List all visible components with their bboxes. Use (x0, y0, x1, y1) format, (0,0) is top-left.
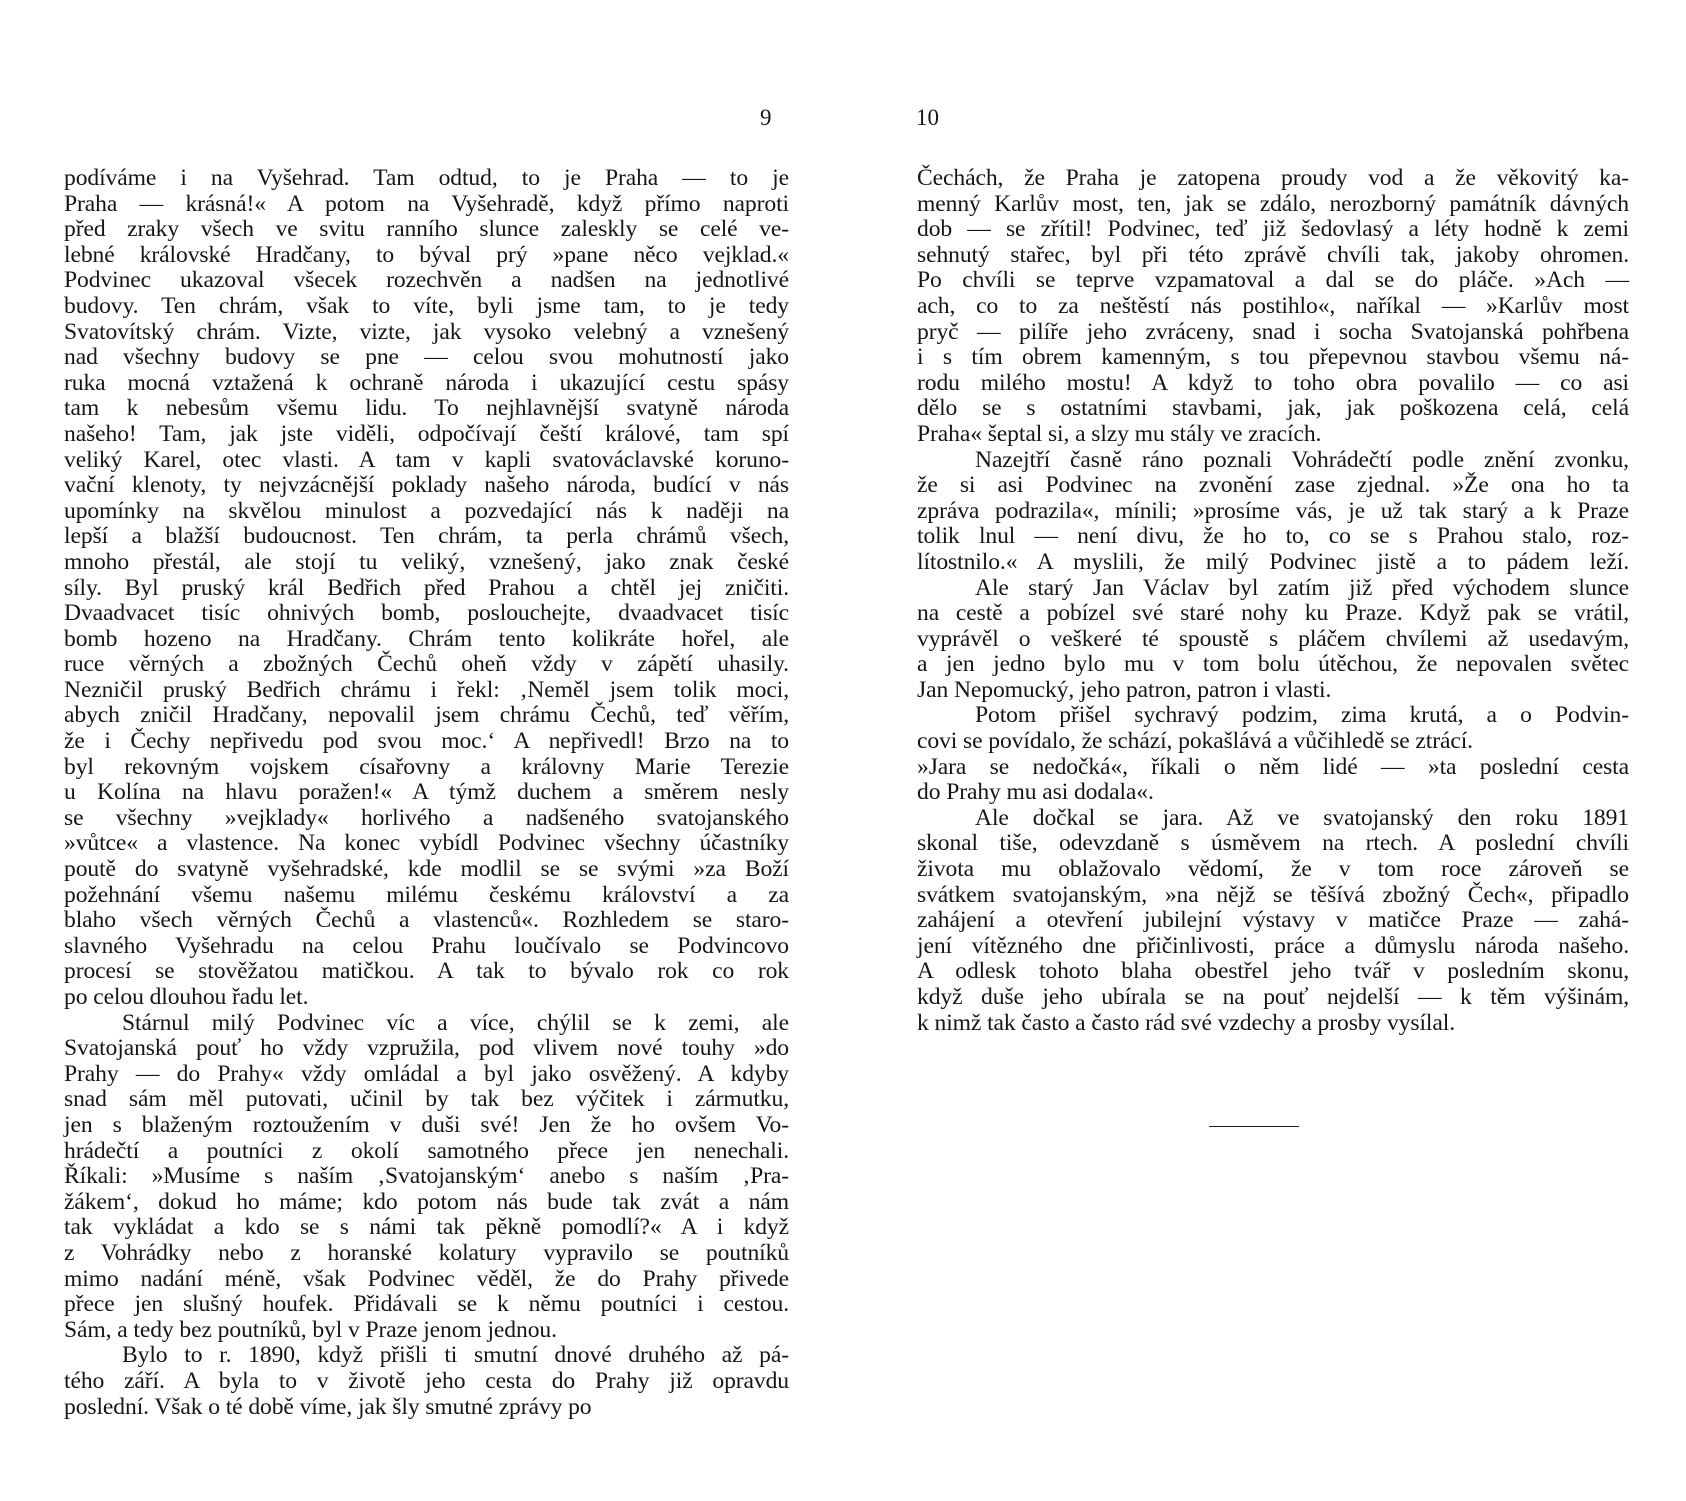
text-line: pryč — pilíře jeho zvráceny, snad i socha Svatojanská pohřbena (917, 318, 1629, 345)
text-line: Čechách, že Praha je zatopena proudy vod a že věkovitý ka- (917, 165, 1629, 191)
text-line: sehnutý stařec, byl při této zprávě chvíli tak, jakoby ohromen. (917, 241, 1629, 268)
text-line: mimo nadání méně, však Podvinec věděl, že do Prahy přivede (64, 1265, 789, 1292)
end-divider-rule (1209, 1126, 1299, 1127)
text-line: nad všechny budovy se pne — celou svou mohutností jako (64, 344, 789, 371)
text-line: veliký Karel, otec vlasti. A tam v kapli svatováclavské koruno- (64, 446, 789, 473)
text-line: »Jara se nedočká«, říkali o něm lidé — »ta poslední cesta (917, 753, 1629, 780)
text-line: Podvinec ukazoval všecek rozechvěn a nadšen na jednotlivé (64, 267, 789, 294)
text-column-right (917, 166, 1629, 1036)
text-line: a jen jedno bylo mu v tom bolu útěchou, že nepovalen světec (917, 651, 1629, 678)
text-line: menný Karlův most, ten, jak se zdálo, nerozborný památník dávných (917, 190, 1629, 217)
text-line: covi se povídalo, že schází, pokašlává a vůčihledě se ztrácí. (917, 728, 1473, 755)
text-line: procesí se stověžatou matičkou. A tak to bývalo rok co rok (64, 958, 789, 985)
text-line: k nimž tak často a často rád své vzdechy a prosby vysílal. (917, 1009, 1455, 1036)
text-line: A odlesk tohoto blaha obestřel jeho tvář v posledním skonu, (917, 958, 1629, 985)
text-line: tého září. A byla to v životě jeho cesta do Prahy již opravdu (64, 1367, 789, 1394)
text-line: abych zničil Hradčany, nepovalil jsem chrámu Čechů, teď věřím, (64, 702, 789, 729)
text-line: Dvaadvacet tisíc ohnivých bomb, poslouchejte, dvaadvacet tisíc (64, 600, 789, 627)
text-line: blaho všech věrných Čechů a vlastenců«. Rozhledem se staro- (64, 907, 789, 934)
text-line: Nazejtří časně ráno poznali Vohrádečtí podle znění zvonku, (975, 446, 1629, 473)
text-line: po celou dlouhou řadu let. (64, 984, 309, 1010)
text-line: požehnání všemu našemu milému českému království a za (64, 881, 789, 908)
text-line: Svatovítský chrám. Vizte, vizte, jak vysoko velebný a vznešený (64, 318, 789, 345)
text-line: tam k nebesům všemu lidu. To nejhlavnější svatyně národa (64, 395, 789, 422)
text-line: ruka mocná vztažená k ochraně národa i ukazující cestu spásy (64, 369, 789, 396)
text-line: lepší a blažší budoucnost. Ten chrám, ta perla chrámů všech, (64, 523, 789, 550)
text-line: našeho! Tam, jak jste viděli, odpočívají čeští králové, tam spí (64, 420, 789, 447)
text-line: Potom přišel sychravý podzim, zima krutá, a o Podvin- (975, 702, 1629, 729)
text-line: Jan Nepomucký, jeho patron, patron i vlasti. (917, 676, 1332, 703)
text-line: svátkem svatojanským, »na nějž se těšívá zbožný Čech«, připadlo (917, 881, 1629, 908)
text-line: podíváme i na Vyšehrad. Tam odtud, to je Praha — to je (64, 165, 789, 191)
text-line: ach, co to za neštěstí nás postihlo«, naříkal — »Karlův most (917, 292, 1629, 319)
text-line: Prahy — do Prahy« vždy omládal a byl jako osvěžený. A kdyby (64, 1060, 789, 1087)
text-line: se všechny »vejklady« horlivého a nadšeného svatojanského (64, 804, 789, 831)
text-line: dělo se s ostatními stavbami, jak, jak poškozena celá, celá (917, 395, 1629, 422)
text-line: lítostnilo.« A myslili, že milý Podvinec jistě a to pádem leží. (917, 548, 1629, 575)
page-number-left: 9 (760, 105, 772, 130)
text-line: ruce věrných a zbožných Čechů oheň vždy v zápětí uhasily. (64, 651, 789, 678)
text-line: života mu oblažovalo vědomí, že v tom roce zároveň se (917, 856, 1629, 883)
text-line: rodu milého mostu! A když to toho obra povalilo — co asi (917, 369, 1629, 396)
text-line: zahájení a otevření jubilejní výstavy v matičce Praze — zahá- (917, 907, 1629, 934)
text-line: Bylo to r. 1890, když přišli ti smutní dnové druhého až pá- (122, 1342, 789, 1369)
text-line: Svatojanská pouť ho vždy vzpružila, pod vlivem nové touhy »do (64, 1035, 789, 1062)
text-line: Ale starý Jan Václav byl zatím již před východem slunce (975, 574, 1629, 601)
text-line: před zraky všech ve svitu ranního slunce zaleskly se celé ve- (64, 216, 789, 243)
text-line: přece jen slušný houfek. Přidávali se k němu poutníci i cestou. (64, 1291, 789, 1318)
page-number-right: 10 (916, 105, 939, 130)
text-line: u Kolína na hlavu poražen!« A týmž duchem a směrem nesly (64, 779, 789, 806)
text-line: hrádečtí a poutníci z okolí samotného přece jen nenechali. (64, 1137, 789, 1164)
text-line: že i Čechy nepřivedu pod svou moc.‘ A nepřivedl! Brzo na to (64, 728, 789, 755)
text-line: tak vykládat a kdo se s námi tak pěkně pomodlí?« A i když (64, 1214, 789, 1241)
text-line: snad sám měl putovati, učinil by tak bez výčitek i zármutku, (64, 1086, 789, 1113)
text-line: lebné královské Hradčany, to býval prý »pane něco vejklad.« (64, 241, 789, 268)
text-line: dob — se zřítil! Podvinec, teď již šedovlasý a léty hodně k zemi (917, 216, 1629, 243)
text-line: Praha« šeptal si, a slzy mu stály ve zracích. (917, 420, 1322, 447)
text-line: Nezničil pruský Bedřich chrámu i řekl: ‚Neměl jsem tolik moci, (64, 676, 789, 703)
text-line: Sám, a tedy bez poutníků, byl v Praze jenom jednou. (64, 1316, 557, 1343)
text-line: vyprávěl o veškeré té spoustě s pláčem chvílemi až usedavým, (917, 625, 1629, 652)
text-line: »vůtce« a vlastence. Na konec vybídl Podvinec všechny účastníky (64, 830, 789, 857)
text-line: Ale dočkal se jara. Až ve svatojanský den roku 1891 (975, 804, 1629, 831)
text-line: byl rekovným vojskem císařovny a královny Marie Terezie (64, 753, 789, 780)
text-line: síly. Byl pruský král Bedřich před Prahou a chtěl jej zničiti. (64, 574, 789, 601)
text-line: poslední. Však o té době víme, jak šly smutné zprávy po (64, 1393, 592, 1420)
text-line: jení vítězného dne přičinlivosti, práce a důmyslu národa našeho. (917, 932, 1629, 959)
text-line: do Prahy mu asi dodala«. (917, 779, 1154, 806)
text-line: Po chvíli se teprve vzpamatoval a dal se do pláče. »Ach — (917, 267, 1629, 294)
text-line: na cestě a pobízel své staré nohy ku Praze. Když pak se vrátil, (917, 600, 1629, 627)
text-line: Říkali: »Musíme s naším ‚Svatojanským‘ anebo s naším ‚Pra- (64, 1163, 789, 1190)
text-line: slavného Vyšehradu na celou Prahu loučívalo se Podvincovo (64, 932, 789, 959)
text-line: i s tím obrem kamenným, s tou přepevnou stavbou všemu ná- (917, 344, 1629, 371)
text-line: mnoho přestál, ale stojí tu veliký, vznešený, jako znak české (64, 548, 789, 575)
text-line: upomínky na skvělou minulost a pozvedající nás k naději na (64, 497, 789, 524)
text-line: Stárnul milý Podvinec víc a více, chýlil se k zemi, ale (122, 1009, 789, 1036)
text-line: bomb hozeno na Hradčany. Chrám tento kolikráte hořel, ale (64, 625, 789, 652)
text-column-left (64, 166, 789, 1420)
text-line: žákem‘, dokud ho máme; kdo potom nás bude tak zvát a nám (64, 1188, 789, 1215)
text-line: budovy. Ten chrám, však to víte, byli jsme tam, to je tedy (64, 292, 789, 319)
text-line: když duše jeho ubírala se na pouť nejdelší — k těm výšinám, (917, 984, 1629, 1010)
text-line: Praha — krásná!« A potom na Vyšehradě, když přímo naproti (64, 190, 789, 217)
text-line: skonal tiše, odevzdaně s úsměvem na rtech. A poslední chvíli (917, 830, 1629, 857)
text-line: poutě do svatyně vyšehradské, kde modlil se se svými »za Boží (64, 856, 789, 883)
text-line: že si asi Podvinec na zvonění zase zjednal. »Že ona ho ta (917, 472, 1629, 499)
text-line: tolik lnul — není divu, že ho to, co se s Prahou stalo, roz- (917, 523, 1629, 550)
text-line: vační klenoty, ty nejvzácnější poklady našeho národa, budící v nás (64, 472, 789, 499)
text-line: zpráva podrazila«, mínili; »prosíme vás, je už tak starý a k Praze (917, 497, 1629, 524)
text-line: jen s blaženým roztoužením v duši své! Jen že ho ovšem Vo- (64, 1111, 789, 1138)
text-line: z Vohrádky nebo z horanské kolatury vypravilo se poutníků (64, 1239, 789, 1266)
